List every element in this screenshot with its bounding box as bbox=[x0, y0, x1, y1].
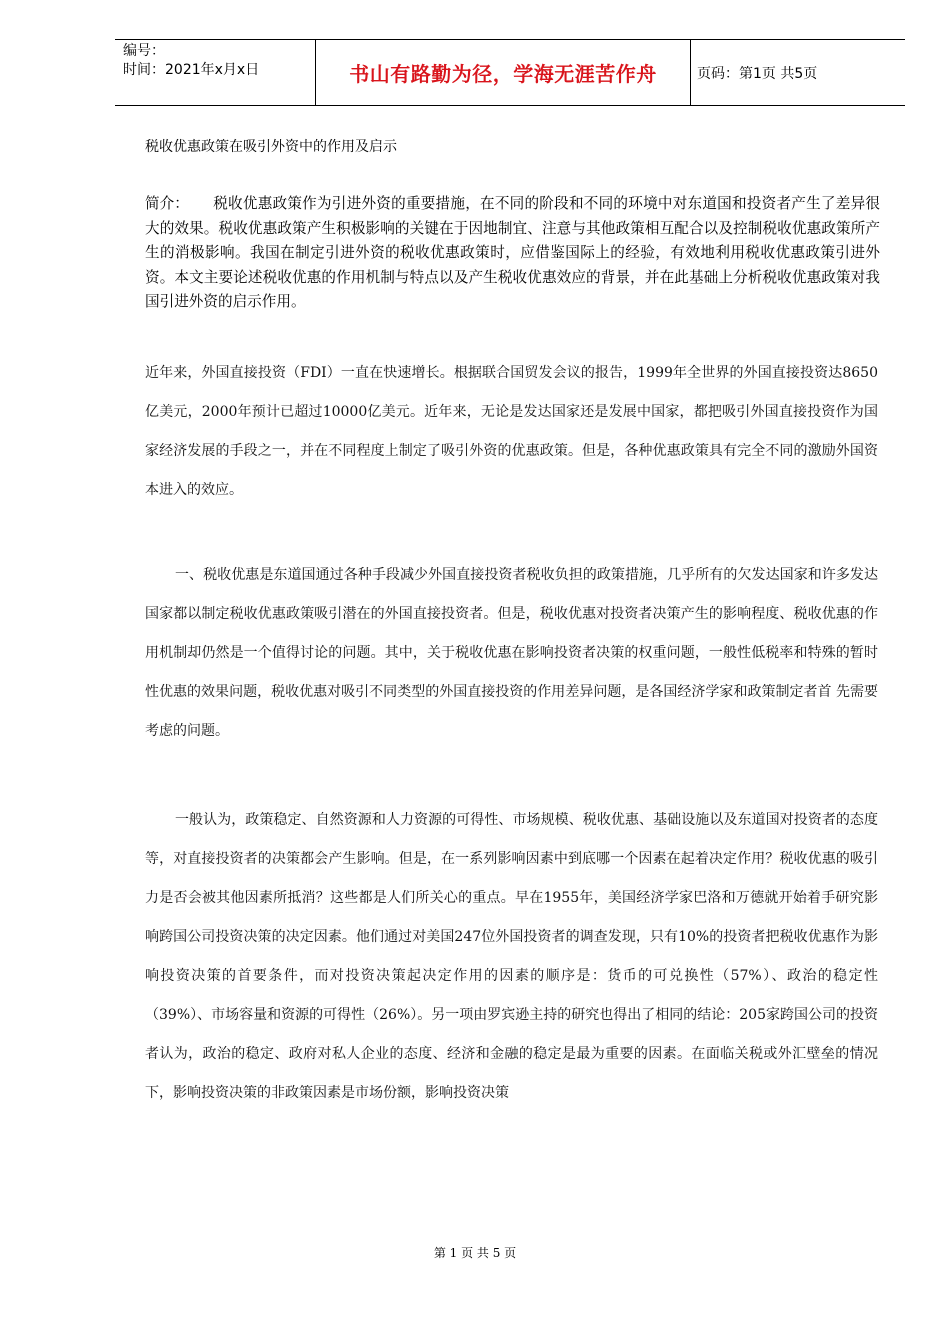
header-meta-cell bbox=[115, 40, 316, 105]
page-header bbox=[115, 39, 905, 106]
document-time: 时间：2021年x月x日 bbox=[123, 62, 260, 78]
body-paragraph-3: 一般认为，政策稳定、自然资源和人力资源的可得性、市场规模、税收优惠、基础设施以及东道国对投资者的态度等，对直接投资者的决策都会产生影响。但是，在一系列影响因素中到底哪一个因素在起着决定作用？税收优惠的吸引力是否会被其他因素所抵消？这些都是人们所关心的重点。早在1955年，美国经济学家巴洛和万德就开始着手研究影响跨国公司投资决策的决定因素。他们通过对美国247位外国投资者的调查发现，只有10%的投资者把税收优惠作为影响投资决策的首要条件，而对投资决策起决定作用的因素的顺序是：货币的可兑换性（57%）、政治的稳定性（39%）、市场容量和资源的可得性（26%）。另一项由罗宾逊主持的研究也得出了相同的结论：205家跨国公司的投资者认为，政治的稳定、政府对私人企业的态度、经济和金融的稳定是最为重要的因素。在面临关税或外汇壁垒的情况下，影响投资决策的非政策因素是市场份额，影响投资决策 bbox=[145, 812, 878, 1101]
abstract-text: 税收优惠政策作为引进外资的重要措施，在不同的阶段和不同的环境中对东道国和投资者产生了差异很大的效果。税收优惠政策产生积极影响的关键在于因地制宜、注意与其他政策相互配合以及控制税收优惠政策所产生的消极影响。我国在制定引进外资的税收优惠政策时，应借鉴国际上的经验，有效地利用税收优惠政策引进外资。本文主要论述税收优惠的作用机制与特点以及产生税收优惠效应的背景，并在此基础上分析税收优惠政策对我国引进外资的启示作用。 bbox=[145, 195, 880, 310]
abstract-label: 简介： bbox=[145, 195, 189, 212]
header-page-cell bbox=[691, 40, 905, 105]
body-paragraph-1: 近年来，外国直接投资（FDI）一直在快速增长。根据联合国贸发会议的报告，1999年全世界的外国直接投资达8650亿美元，2000年预计已超过10000亿美元。近年来，无论是发达国家还是发展中国家，都把吸引外国直接投资作为国家经济发展的手段之一，并在不同程度上制定了吸引外资的优惠政策。但是，各种优惠政策具有完全不同的激励外国资本进入的效应。 bbox=[145, 365, 878, 498]
header-motto-cell bbox=[316, 40, 691, 105]
header-page-info: 页码：第1页 共5页 bbox=[697, 65, 818, 82]
page-footer: 第 1 页 共 5 页 bbox=[433, 1246, 517, 1260]
document-abstract bbox=[145, 192, 880, 315]
document-title: 税收优惠政策在吸引外资中的作用及启示 bbox=[145, 139, 397, 155]
body-paragraph-2: 一、税收优惠是东道国通过各种手段减少外国直接投资者税收负担的政策措施，几乎所有的欠发达国家和许多发达国家都以制定税收优惠政策吸引潜在的外国直接投资者。但是，税收优惠对投资者决策产生的影响程度、税收优惠的作用机制却仍然是一个值得讨论的问题。其中，关于税收优惠在影响投资者决策的权重问题，一般性低税率和特殊的暂时性优惠的效果问题，税收优惠对吸引不同类型的外国直接投资的作用差异问题，是各国经济学家和政策制定者首 先需要考虑的问题。 bbox=[145, 567, 878, 739]
document-number-label: 编号： bbox=[123, 43, 165, 59]
header-motto: 书山有路勤为径，学海无涯苦作舟 bbox=[349, 62, 657, 86]
